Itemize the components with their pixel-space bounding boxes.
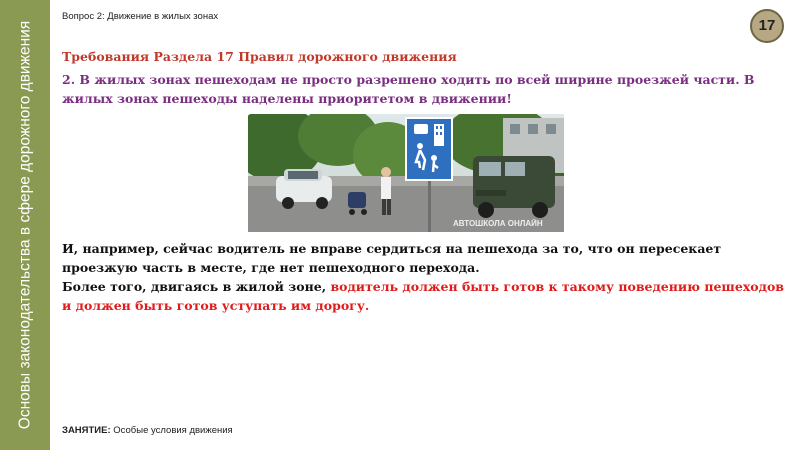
slide-number-badge: 17 bbox=[750, 9, 784, 43]
question-title: Вопрос 2: Движение в жилых зонах bbox=[62, 11, 219, 22]
footer-value: Особые условия движения bbox=[110, 425, 233, 436]
paragraph-text-red: водитель должен быть готов к такому поведению пешеходов и должен быть готов уступать им дорогу. bbox=[62, 279, 784, 313]
section-heading: Требования Раздела 17 Правил дорожного движения bbox=[62, 49, 457, 64]
paragraph-priority: 2. В жилых зонах пешеходам не просто разрешено ходить по всей ширине проезжей части. В жилых зонах пешеходы наделены приоритетом в движении! bbox=[62, 72, 755, 106]
sidebar-title: Основы законодательства в сфере дорожного движения bbox=[16, 20, 34, 430]
footer-label: ЗАНЯТИЕ: bbox=[62, 425, 111, 436]
sidebar bbox=[0, 0, 50, 450]
residential-zone-photo bbox=[248, 114, 564, 232]
paragraph-driver-example: И, например, сейчас водитель не вправе сердиться на пешехода за то, что он пересекает проезжую часть в месте, где нет пешеходного перехода. bbox=[62, 241, 722, 275]
footer-lesson bbox=[62, 425, 233, 436]
paragraph-text-black: Более того, двигаясь в жилой зоне, bbox=[62, 279, 331, 294]
paragraph-driver-must-yield bbox=[62, 277, 784, 315]
residential-zone-sign-icon bbox=[406, 118, 452, 180]
photo-watermark: АВТОШКОЛА ОНЛАЙН bbox=[453, 219, 543, 228]
street-scene-illustration bbox=[248, 114, 564, 232]
